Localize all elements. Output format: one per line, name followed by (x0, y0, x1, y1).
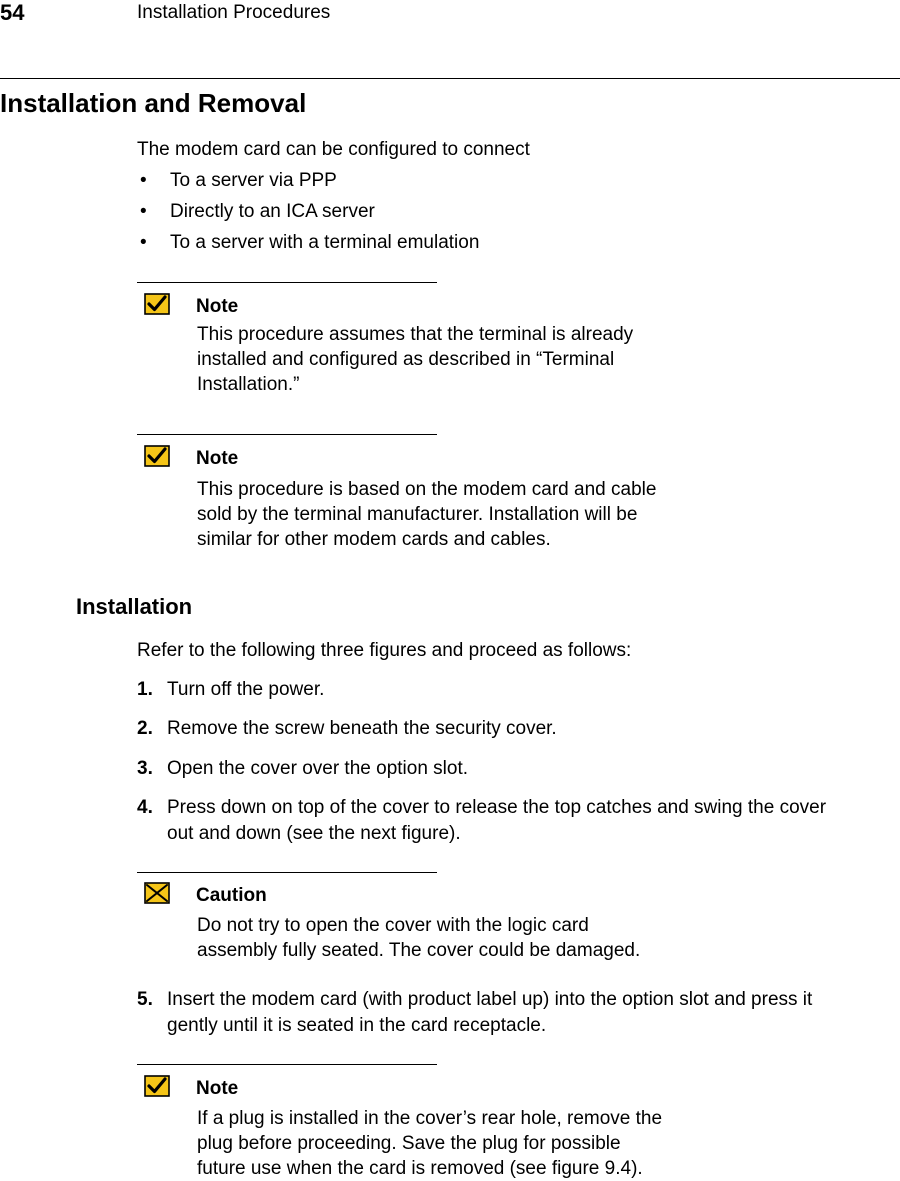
note-divider (137, 434, 437, 435)
caution-divider (137, 872, 437, 873)
note-line: plug before proceeding. Save the plug for possible (197, 1133, 621, 1154)
section-title: Installation and Removal (0, 88, 307, 118)
note-line: sold by the terminal manufacturer. Installation will be (197, 504, 638, 525)
step-number: 4. (137, 797, 153, 818)
check-icon (144, 1075, 170, 1097)
step-number: 3. (137, 758, 153, 779)
note-divider (137, 1064, 437, 1065)
caution-body (197, 913, 640, 963)
step-item (137, 677, 897, 703)
caution-title: Caution (196, 885, 267, 906)
step-text: gently until it is seated in the card receptacle. (167, 1015, 547, 1036)
step-text: out and down (see the next figure). (167, 823, 461, 844)
list-item-text: To a server with a terminal emulation (170, 232, 480, 253)
note-title: Note (196, 1078, 239, 1099)
subsection-title: Installation (76, 594, 193, 619)
bullet-glyph: • (140, 201, 147, 222)
list-item-text: To a server via PPP (170, 170, 337, 191)
subsection-intro: Refer to the following three figures and proceed as follows: (137, 640, 632, 661)
note-line: future use when the card is removed (see figure 9.4). (197, 1158, 643, 1179)
note-line: If a plug is installed in the cover’s rear hole, remove the (197, 1108, 663, 1129)
list-item-text: Directly to an ICA server (170, 201, 375, 222)
step-item (137, 756, 897, 782)
intro-paragraph: The modem card can be configured to connect (137, 139, 530, 160)
note-body (197, 477, 656, 552)
cross-icon (144, 882, 170, 904)
step-text: Remove the screw beneath the security cover. (167, 718, 557, 739)
list-item (140, 200, 540, 224)
note-title: Note (196, 296, 239, 317)
step-number: 1. (137, 679, 153, 700)
note-line: Installation.” (197, 374, 300, 395)
note-title: Note (196, 448, 239, 469)
step-item (137, 795, 897, 847)
list-item (140, 231, 540, 255)
page-number: 54 (0, 0, 25, 25)
step-text: Open the cover over the option slot. (167, 758, 469, 779)
note-line: installed and configured as described in “Terminal (197, 349, 615, 370)
step-text: Turn off the power. (167, 679, 325, 700)
note-line: similar for other modem cards and cables. (197, 529, 551, 550)
note-line: This procedure is based on the modem card and cable (197, 479, 657, 500)
note-line: This procedure assumes that the terminal is already (197, 324, 634, 345)
step-text: Insert the modem card (with product label up) into the option slot and press it (167, 989, 813, 1010)
step-item (137, 716, 897, 742)
caution-line: assembly fully seated. The cover could be damaged. (197, 940, 641, 961)
running-title: Installation Procedures (137, 2, 331, 23)
step-number: 2. (137, 718, 153, 739)
bullet-glyph: • (140, 170, 147, 191)
list-item (140, 169, 540, 193)
note-body (197, 1106, 662, 1181)
check-icon (144, 445, 170, 467)
note-body (197, 322, 633, 397)
header-divider (0, 78, 900, 79)
step-item (137, 987, 897, 1039)
bullet-glyph: • (140, 232, 147, 253)
check-icon (144, 293, 170, 315)
step-text: Press down on top of the cover to release the top catches and swing the cover (167, 797, 827, 818)
step-number: 5. (137, 989, 153, 1010)
caution-line: Do not try to open the cover with the logic card (197, 915, 589, 936)
note-divider (137, 282, 437, 283)
